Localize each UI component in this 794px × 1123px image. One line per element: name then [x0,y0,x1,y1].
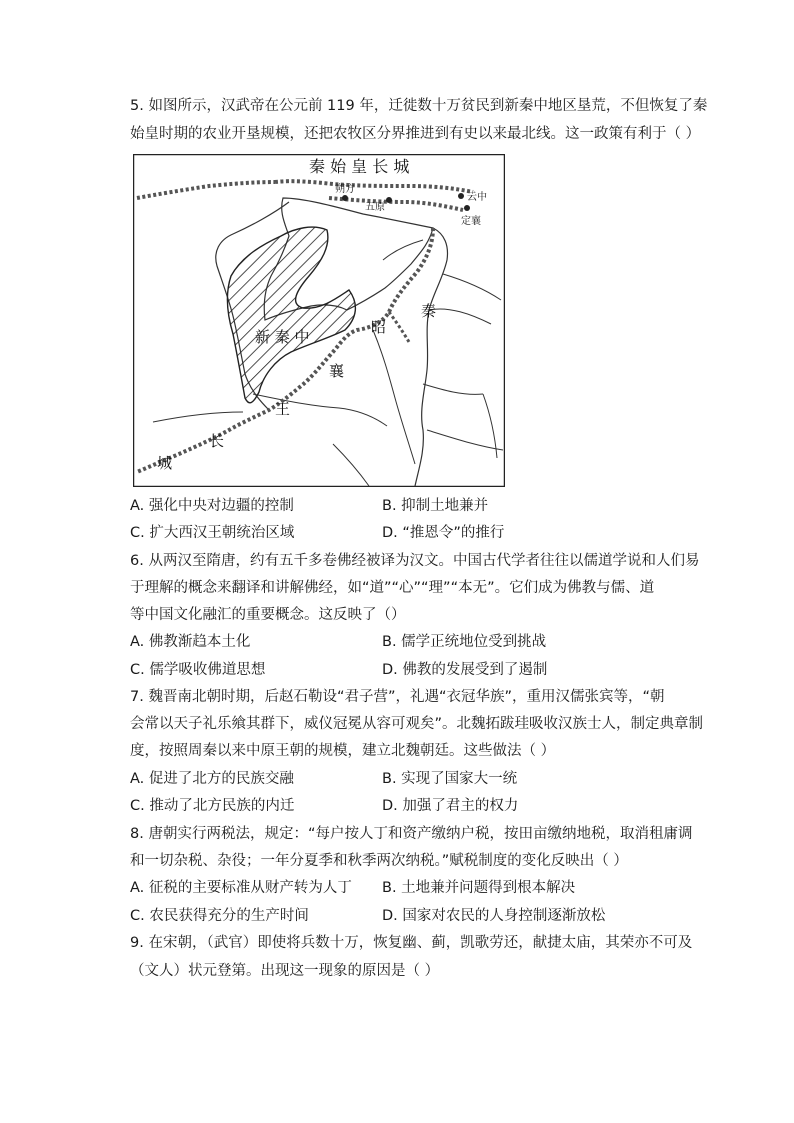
zhao-label: 昭 [371,318,387,336]
q5-option-b: B. 抑制土地兼并 [382,498,489,514]
dingxiang-dot [464,205,470,211]
great-wall-label: 秦 始 皇 长 城 [309,157,410,176]
q7-option-b: B. 实现了国家大一统 [382,771,518,787]
q6-option-b: B. 儒学正统地位受到挑战 [382,634,547,650]
q6-stem-line-2: 于理解的概念来翻译和讲解佛经，如“道”“心”“理”“本无”。它们成为佛教与儒、道 [130,580,655,596]
q6-stem-line-1: 6. 从两汉至隋唐，约有五千多卷佛经被译为汉文。中国古代学者往往以儒道学说和人们易 [130,553,700,569]
q5-stem-line-1: 5. 如图所示，汉武帝在公元前 119 年，迁徙数十万贫民到新秦中地区垦荒，不但恢复了秦 [130,98,708,114]
q8-option-a: A. 征税的主要标准从财产转为人丁 [130,880,352,896]
q8-stem-line-1: 8. 唐朝实行两税法，规定：“每户按人丁和资产缴纳户税，按田亩缴纳地税，取消租庸调 [130,826,693,842]
q6-option-a: A. 佛教渐趋本土化 [130,634,251,650]
shuofang-label: 朔方 [335,184,355,195]
q7-stem-line-3: 度，按照周秦以来中原王朝的规模，建立北魏朝廷。这些做法（ ） [130,743,556,759]
wang-label: 王 [275,400,291,418]
q8-option-c: C. 农民获得充分的生产时间 [130,908,309,924]
xinqinzhong-label: 新 秦 中 [255,328,310,346]
wuyuan-label: 五原 [365,202,385,213]
cheng-label: 城 [157,454,173,472]
wuyuan-dot [386,197,392,203]
chang-label: 长 [209,432,225,450]
yunzhong-label: 云中 [467,192,487,203]
q5-option-c: C. 扩大西汉王朝统治区域 [130,525,295,541]
qin-label: 秦 [421,302,437,320]
q5-option-a: A. 强化中央对边疆的控制 [130,498,294,514]
q9-stem-line-1: 9. 在宋朝，（武官）即使将兵数十万，恢复幽、蓟，凯歌劳还，献捷太庙，其荣亦不可及 [130,935,693,951]
q7-option-a: A. 促进了北方的民族交融 [130,771,294,787]
q8-option-b: B. 土地兼并问题得到根本解决 [382,880,576,896]
yunzhong-dot [458,193,464,199]
xiang-label: 襄 [329,362,345,380]
q9-stem-line-2: （文人）状元登第。出现这一现象的原因是（ ） [130,963,440,979]
q6-stem-line-3: 等中国文化融汇的重要概念。这反映了（） [130,607,406,623]
q7-option-d: D. 加强了君主的权力 [382,798,519,814]
q8-stem-line-2: 和一切杂税、杂役；一年分夏季和秋季两次纳税。”赋税制度的变化反映出（ ） [130,853,628,869]
q5-map-figure [133,154,505,487]
q5-stem-line-2: 始皇时期的农业开垦规模，还把农牧区分界推进到有史以来最北线。这一政策有利于（ ） [130,126,701,142]
q5-option-d: D. “推恩令”的推行 [382,525,505,541]
q6-option-c: C. 儒学吸收佛道思想 [130,662,266,678]
q7-option-c: C. 推动了北方民族的内迁 [130,798,295,814]
shuofang-dot [342,195,348,201]
q7-stem-line-2: 会常以天子礼乐飨其群下，威仪冠冕从容可观矣”。北魏拓跋珪吸收汉族士人，制定典章制 [130,716,704,732]
dingxiang-label: 定襄 [461,216,481,227]
q6-option-d: D. 佛教的发展受到了遏制 [382,662,548,678]
q7-stem-line-1: 7. 魏晋南北朝时期，后赵石勒设“君子营”，礼遇“衣冠华族”，重用汉儒张宾等，“朝 [130,689,665,705]
q8-option-d: D. 国家对农民的人身控制逐渐放松 [382,908,606,924]
